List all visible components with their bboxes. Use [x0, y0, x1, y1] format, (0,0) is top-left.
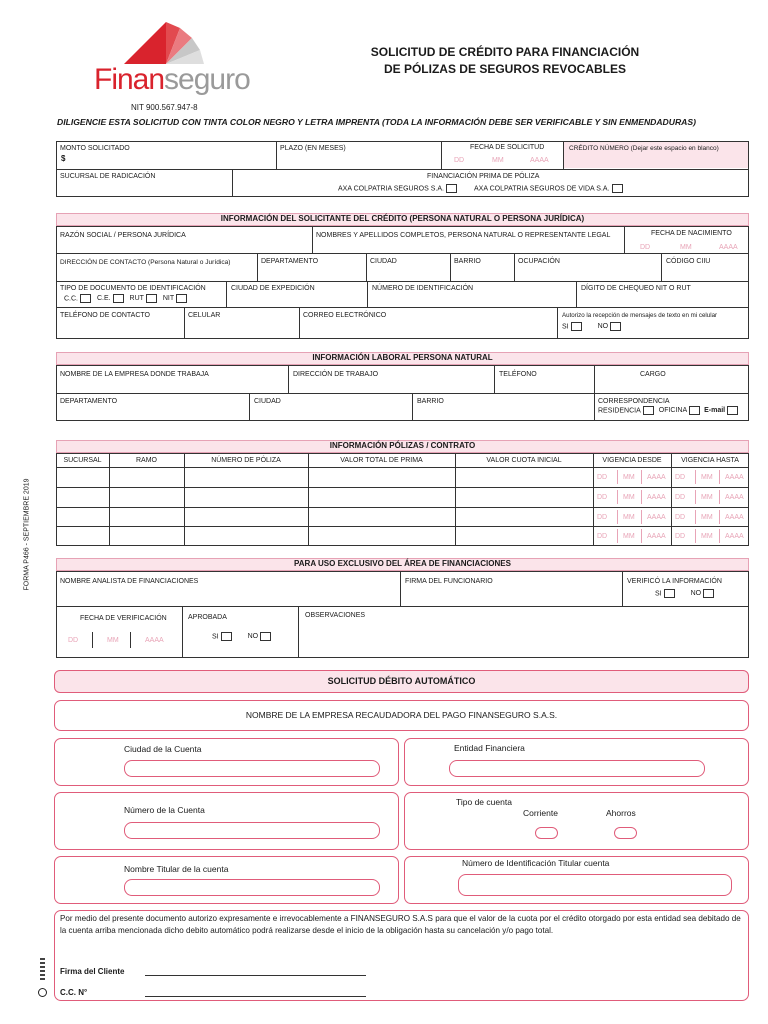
date-separator: [617, 510, 618, 524]
verif-dd: DD: [68, 637, 79, 644]
axa-seguros-option[interactable]: [338, 184, 457, 193]
correspondencia-label: CORRESPONDENCIA: [598, 398, 670, 405]
correspondencia-options: [598, 406, 738, 415]
aprobada-label: APROBADA: [188, 614, 227, 621]
monto-label: MONTO SOLICITADO: [60, 145, 130, 152]
sucursal-label: SUCURSAL DE RADICACIÓN: [60, 173, 156, 180]
firma-funcionario-label: FIRMA DEL FUNCIONARIO: [405, 578, 493, 585]
polizas-column-line: [109, 453, 110, 546]
titular-label: Nombre Titular de la cuenta: [124, 864, 229, 874]
aprobada-no-label: NO: [247, 633, 259, 641]
date-separator: [719, 490, 720, 504]
polizas-row-line: [56, 467, 749, 468]
vigencia-date-placeholder: AAAA: [725, 513, 744, 521]
telefono-label: TELÉFONO DE CONTACTO: [60, 312, 150, 319]
vigencia-date-placeholder: AAAA: [647, 493, 666, 501]
axa-vida-option[interactable]: [474, 184, 623, 193]
empresa-trabajo-label: NOMBRE DE LA EMPRESA DONDE TRABAJA: [60, 371, 209, 378]
numero-cuenta-box: [54, 792, 399, 850]
analista-label: NOMBRE ANALISTA DE FINANCIACIONES: [60, 578, 199, 585]
cc-checkbox[interactable]: [80, 294, 91, 303]
polizas-column-header: NÚMERO DE PÓLIZA: [211, 457, 281, 464]
date-separator: [641, 529, 642, 543]
vigencia-date-placeholder: DD: [675, 493, 686, 501]
corriente-option[interactable]: [535, 827, 558, 839]
numero-cuenta-label: Número de la Cuenta: [124, 805, 205, 815]
date-separator: [695, 529, 696, 543]
entidad-label: Entidad Financiera: [454, 743, 525, 753]
vigencia-date-placeholder: AAAA: [647, 513, 666, 521]
vigencia-date-placeholder: MM: [701, 474, 713, 481]
firma-cliente-line[interactable]: [145, 975, 366, 976]
vigencia-date-placeholder: MM: [701, 493, 713, 501]
debito-title: SOLICITUD DÉBITO AUTOMÁTICO: [327, 676, 476, 686]
digito-label: DÍGITO DE CHEQUEO NIT O RUT: [581, 285, 691, 292]
sms-no-label: NO: [597, 323, 609, 331]
polizas-column-header: VALOR CUOTA INICIAL: [486, 457, 562, 464]
id-titular-input[interactable]: [458, 874, 732, 896]
vigencia-date-placeholder: AAAA: [725, 533, 744, 541]
fecha-verificacion-label: FECHA DE VERIFICACIÓN: [80, 615, 167, 622]
rut-label: RUT: [129, 295, 144, 303]
verifico-no-label: NO: [690, 590, 702, 598]
finanseguro-logo-mark: [120, 20, 212, 66]
cargo-label: CARGO: [640, 371, 666, 378]
email-label: E-mail: [704, 407, 726, 415]
date-mm: MM: [492, 157, 504, 164]
telefono-trabajo-label: TELÉFONO: [499, 371, 537, 378]
verifico-options: [655, 589, 714, 598]
axa-vida-checkbox[interactable]: [612, 184, 623, 193]
polizas-column-line: [671, 453, 672, 546]
residencia-label: RESIDENCIA: [598, 407, 641, 415]
polizas-column-header: VIGENCIA DESDE: [602, 457, 662, 464]
finanseguro-logo-text: [94, 64, 250, 96]
nit-label: NIT: [162, 295, 175, 303]
printer-mark-icon: [40, 958, 45, 982]
ciudad-cuenta-label: Ciudad de la Cuenta: [124, 744, 202, 754]
date-separator: [641, 510, 642, 524]
birth-aaaa: AAAA: [719, 244, 738, 251]
date-separator: [641, 470, 642, 484]
empresa-recaudadora-box: [54, 700, 749, 731]
financiacion-label: FINANCIACIÓN PRIMA DE PÓLIZA: [427, 173, 540, 180]
verif-aaaa: AAAA: [145, 637, 164, 644]
numero-cuenta-input[interactable]: [124, 822, 380, 839]
direccion-trabajo-label: DIRECCIÓN DE TRABAJO: [293, 371, 379, 378]
verifico-si-checkbox[interactable]: [664, 589, 675, 598]
polizas-column-line: [184, 453, 185, 546]
celular-label: CELULAR: [188, 312, 221, 319]
vigencia-date-placeholder: AAAA: [647, 474, 666, 481]
vigencia-date-placeholder: MM: [701, 513, 713, 521]
vigencia-date-placeholder: MM: [623, 533, 635, 541]
polizas-column-header: SUCURSAL: [63, 457, 102, 464]
brand-left: Finan: [94, 63, 165, 96]
financiaciones-header: PARA USO EXCLUSIVO DEL ÁREA DE FINANCIACIONES: [56, 558, 749, 571]
vigencia-date-placeholder: MM: [623, 474, 635, 481]
barrio-label: BARRIO: [454, 258, 481, 265]
vigencia-date-placeholder: DD: [675, 533, 686, 541]
polizas-column-line: [455, 453, 456, 546]
verifico-si-label: SI: [655, 590, 662, 598]
autorizacion-text: Por medio del presente documento autorizo expresamente e irrevocablemente a FINANSEGURO S.A.S para que el valor de la cuota por el crédito otorgado por esta entidad sea debitado de la cuenta arriba mencionada dicho debito automático podrá realizarse desde el inicio de la obligación hasta su cancelación y/o pago total.: [60, 914, 741, 935]
aprobada-si-label: SI: [212, 633, 219, 641]
autorizo-sms-label: Autorizo la recepción de mensajes de texto en mi celular: [562, 312, 718, 319]
aprobada-options: [212, 632, 271, 641]
correo-label: CORREO ELECTRÓNICO: [303, 312, 387, 319]
date-separator: [719, 529, 720, 543]
polizas-column-line: [593, 453, 594, 546]
vigencia-date-placeholder: DD: [597, 474, 608, 481]
tipo-doc-label: TIPO DE DOCUMENTO DE IDENTIFICACIÓN: [60, 285, 206, 292]
solicitante-header: INFORMACIÓN DEL SOLICITANTE DEL CRÉDITO (PERSONA NATURAL O PERSONA JURÍDICA): [56, 213, 749, 226]
tipo-cuenta-label: Tipo de cuenta: [456, 797, 512, 807]
form-instruction: DILIGENCIE ESTA SOLICITUD CON TINTA COLOR NEGRO Y LETRA IMPRENTA (TODA LA INFORMACIÓN DEBE SER VERIFICABLE Y SIN ENMENDADURAS): [57, 117, 696, 127]
date-separator: [617, 529, 618, 543]
nit-checkbox[interactable]: [176, 294, 187, 303]
plazo-label: PLAZO (EN MESES): [280, 145, 346, 152]
sms-si-checkbox[interactable]: [571, 322, 582, 331]
vigencia-date-placeholder: AAAA: [725, 493, 744, 501]
residencia-checkbox[interactable]: [643, 406, 654, 415]
numero-id-label: NÚMERO DE IDENTIFICACIÓN: [372, 285, 474, 292]
vigencia-date-placeholder: MM: [623, 513, 635, 521]
verif-mm: MM: [107, 637, 119, 644]
vigencia-date-placeholder: MM: [701, 533, 713, 541]
rut-checkbox[interactable]: [146, 294, 157, 303]
titular-input[interactable]: [124, 879, 380, 896]
ciudad-cuenta-input[interactable]: [124, 760, 380, 777]
cc-label: C.C.: [64, 295, 78, 303]
date-separator: [617, 490, 618, 504]
brand-right: seguro: [164, 63, 250, 96]
verifico-label: VERIFICÓ LA INFORMACIÓN: [627, 578, 722, 585]
axa-vida-label: AXA COLPATRIA SEGUROS DE VIDA S.A.: [474, 185, 610, 193]
vigencia-date-placeholder: AAAA: [725, 474, 744, 481]
cc-cliente-line[interactable]: [145, 996, 366, 997]
date-separator: [719, 470, 720, 484]
axa-seguros-label: AXA COLPATRIA SEGUROS S.A.: [338, 185, 444, 193]
debito-header: [54, 670, 749, 693]
date-separator: [719, 510, 720, 524]
ahorros-option[interactable]: [614, 827, 637, 839]
form-code-vertical: FORMA P466 - SEPTIEMBRE 2019: [23, 478, 31, 591]
nombres-label: NOMBRES Y APELLIDOS COMPLETOS, PERSONA NATURAL O REPRESENTANTE LEGAL: [316, 232, 611, 239]
date-aaaa: AAAA: [530, 157, 549, 164]
sms-options: [562, 322, 621, 331]
entidad-input[interactable]: [449, 760, 705, 777]
polizas-row-line: [56, 526, 749, 527]
email-checkbox[interactable]: [727, 406, 738, 415]
oficina-checkbox[interactable]: [689, 406, 700, 415]
vigencia-date-placeholder: DD: [675, 513, 686, 521]
axa-seguros-checkbox[interactable]: [446, 184, 457, 193]
date-separator: [617, 470, 618, 484]
departamento-label: DEPARTAMENTO: [261, 258, 319, 265]
verifico-no-checkbox[interactable]: [703, 589, 714, 598]
ciiu-label: CÓDIGO CIIU: [666, 258, 711, 265]
polizas-row-line: [56, 507, 749, 508]
polizas-row-line: [56, 487, 749, 488]
polizas-column-header: RAMO: [136, 457, 157, 464]
razon-social-label: RAZÓN SOCIAL / PERSONA JURÍDICA: [60, 232, 186, 239]
polizas-header: INFORMACIÓN PÓLIZAS / CONTRATO: [56, 440, 749, 453]
sms-no-checkbox[interactable]: [610, 322, 621, 331]
ciudad-label: CIUDAD: [370, 258, 397, 265]
ciudad-trabajo-label: CIUDAD: [254, 398, 281, 405]
ocupacion-label: OCUPACIÓN: [518, 258, 560, 265]
date-separator: [641, 490, 642, 504]
vigencia-date-placeholder: DD: [675, 474, 686, 481]
date-separator: [695, 490, 696, 504]
printer-seal-icon: [38, 988, 47, 997]
date-dd: DD: [454, 157, 465, 164]
vigencia-date-placeholder: DD: [597, 533, 608, 541]
aprobada-si-checkbox[interactable]: [221, 632, 232, 641]
vigencia-date-placeholder: AAAA: [647, 533, 666, 541]
vigencia-date-placeholder: DD: [597, 513, 608, 521]
birth-dd: DD: [640, 244, 651, 251]
company-nit: NIT 900.567.947-8: [131, 103, 198, 112]
corriente-label: Corriente: [523, 808, 558, 818]
vigencia-date-placeholder: MM: [623, 493, 635, 501]
polizas-column-line: [308, 453, 309, 546]
firma-cliente-label: Firma del Cliente: [60, 967, 125, 976]
ahorros-label: Ahorros: [606, 808, 636, 818]
observaciones-label: OBSERVACIONES: [305, 612, 366, 619]
form-title-line2: DE PÓLIZAS DE SEGUROS REVOCABLES: [383, 62, 627, 76]
date-separator: [695, 470, 696, 484]
id-titular-label: Número de Identificación Titular cuenta: [462, 858, 610, 868]
form-title-line1: SOLICITUD DE CRÉDITO PARA FINANCIACIÓN: [370, 45, 640, 59]
sms-si-label: SI: [562, 323, 569, 331]
cc-cliente-label: C.C. N°: [60, 988, 88, 997]
laboral-header: INFORMACIÓN LABORAL PERSONA NATURAL: [56, 352, 749, 365]
departamento-trabajo-label: DEPARTAMENTO: [60, 398, 118, 405]
nacimiento-label: FECHA DE NACIMIENTO: [651, 230, 732, 237]
polizas-column-header: VIGENCIA HASTA: [681, 457, 739, 464]
tipo-doc-options: [64, 294, 187, 303]
barrio-trabajo-label: BARRIO: [417, 398, 444, 405]
currency-sign: $: [61, 154, 66, 163]
direccion-label: DIRECCIÓN DE CONTACTO (Persona Natural o Jurídica): [60, 259, 231, 266]
ciudad-expedicion-label: CIUDAD DE EXPEDICIÓN: [231, 285, 315, 292]
ce-label: C.E.: [96, 295, 111, 303]
ce-checkbox[interactable]: [113, 294, 124, 303]
empresa-recaudadora-label: NOMBRE DE LA EMPRESA RECAUDADORA DEL PAGO FINANSEGURO S.A.S.: [245, 710, 558, 720]
aprobada-no-checkbox[interactable]: [260, 632, 271, 641]
fecha-solicitud-label: FECHA DE SOLICITUD: [470, 144, 545, 151]
polizas-column-header: VALOR TOTAL DE PRIMA: [340, 457, 423, 464]
date-separator: [695, 510, 696, 524]
oficina-label: OFICINA: [658, 407, 688, 415]
vigencia-date-placeholder: DD: [597, 493, 608, 501]
credito-numero-label: CRÉDITO NÚMERO (Dejar este espacio en blanco): [569, 145, 719, 152]
birth-mm: MM: [680, 244, 692, 251]
